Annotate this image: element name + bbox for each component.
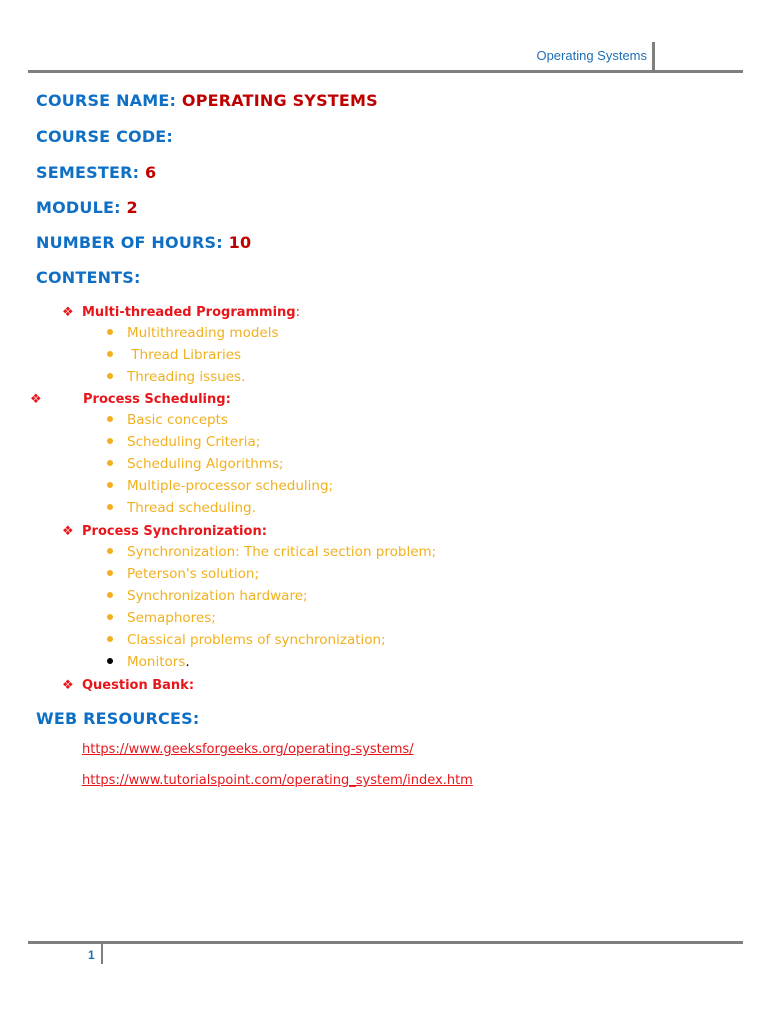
bullet-dot-icon — [107, 373, 113, 379]
bullet-dot-icon — [107, 636, 113, 642]
bullet-dot-icon — [107, 438, 113, 444]
hours-line — [36, 233, 251, 252]
page-number: 1 — [88, 948, 95, 962]
footer-divider — [101, 944, 103, 964]
header-title: Operating Systems — [536, 48, 647, 63]
course-name-value: OPERATING SYSTEMS — [181, 91, 378, 110]
section-title: Process Synchronization: — [82, 524, 267, 539]
module-label: MODULE: — [36, 198, 121, 217]
course-code-line — [36, 127, 173, 146]
list-item-text: Scheduling Criteria; — [127, 434, 261, 450]
list-item-text: Monitors — [127, 654, 186, 670]
web-resources-heading: WEB RESOURCES: — [36, 709, 200, 728]
list-item — [107, 610, 216, 626]
bullet-dot-icon — [107, 658, 113, 664]
contents-heading: CONTENTS: — [36, 268, 141, 287]
hours-label: NUMBER OF HOURS: — [36, 233, 223, 252]
list-item-period: . — [185, 654, 190, 670]
list-item-text: Semaphores; — [127, 610, 216, 626]
list-item-text: Multiple-processor scheduling; — [127, 478, 334, 494]
course-name-label: COURSE NAME: — [36, 91, 177, 110]
list-item-text: Thread Libraries — [127, 347, 242, 363]
diamond-bullet-icon: ❖ — [62, 305, 74, 320]
list-item-text: Peterson's solution; — [127, 566, 260, 582]
semester-value: 6 — [144, 163, 157, 182]
header-divider — [652, 42, 655, 70]
list-item-text: Thread scheduling. — [127, 500, 256, 516]
module-line — [36, 198, 138, 217]
tutorialspoint-link[interactable]: https://www.tutorialspoint.com/operating_system/index.htm — [82, 773, 473, 788]
section-title-colon: : — [295, 305, 300, 320]
list-item — [107, 654, 190, 670]
bullet-dot-icon — [107, 329, 113, 335]
list-item — [107, 588, 308, 604]
geeksforgeeks-link[interactable]: https://www.geeksforgeeks.org/operating-systems/ — [82, 742, 414, 757]
list-item-text: Synchronization hardware; — [127, 588, 308, 604]
list-item — [107, 325, 279, 341]
list-item-text: Classical problems of synchronization; — [127, 632, 386, 648]
list-item — [107, 412, 228, 428]
bullet-dot-icon — [107, 482, 113, 488]
list-item — [107, 500, 256, 516]
list-item — [107, 347, 241, 363]
module-value: 2 — [126, 198, 138, 217]
bullet-dot-icon — [107, 460, 113, 466]
list-item-text: Scheduling Algorithms; — [127, 456, 284, 472]
section-title-text: Multi-threaded Programming — [82, 305, 296, 320]
section-title: Question Bank: — [82, 678, 195, 693]
hours-value: 10 — [228, 233, 252, 252]
diamond-bullet-icon: ❖ — [62, 678, 74, 693]
semester-line — [36, 163, 156, 182]
list-item-text: Synchronization: The critical section problem; — [127, 544, 437, 560]
list-item — [107, 566, 259, 582]
list-item — [107, 434, 260, 450]
list-item — [107, 369, 245, 385]
bullet-dot-icon — [107, 416, 113, 422]
course-code-label: COURSE CODE: — [36, 127, 174, 146]
bullet-dot-icon — [107, 614, 113, 620]
list-item-text: Threading issues. — [127, 369, 246, 385]
list-item — [107, 632, 386, 648]
list-item — [107, 544, 436, 560]
diamond-bullet-icon: ❖ — [62, 524, 74, 539]
list-item-text: Basic concepts — [127, 412, 228, 428]
bullet-dot-icon — [107, 548, 113, 554]
header-rule — [28, 70, 743, 73]
bullet-dot-icon — [107, 504, 113, 510]
course-name-line — [36, 91, 378, 110]
bullet-dot-icon — [107, 351, 113, 357]
list-item — [107, 478, 333, 494]
semester-label: SEMESTER: — [36, 163, 140, 182]
section-title: Process Scheduling: — [83, 392, 231, 407]
footer-rule — [28, 941, 743, 944]
section-title — [82, 305, 300, 320]
list-item — [107, 456, 284, 472]
diamond-bullet-icon: ❖ — [30, 392, 42, 407]
list-item-text: Multithreading models — [127, 325, 279, 341]
bullet-dot-icon — [107, 592, 113, 598]
bullet-dot-icon — [107, 570, 113, 576]
